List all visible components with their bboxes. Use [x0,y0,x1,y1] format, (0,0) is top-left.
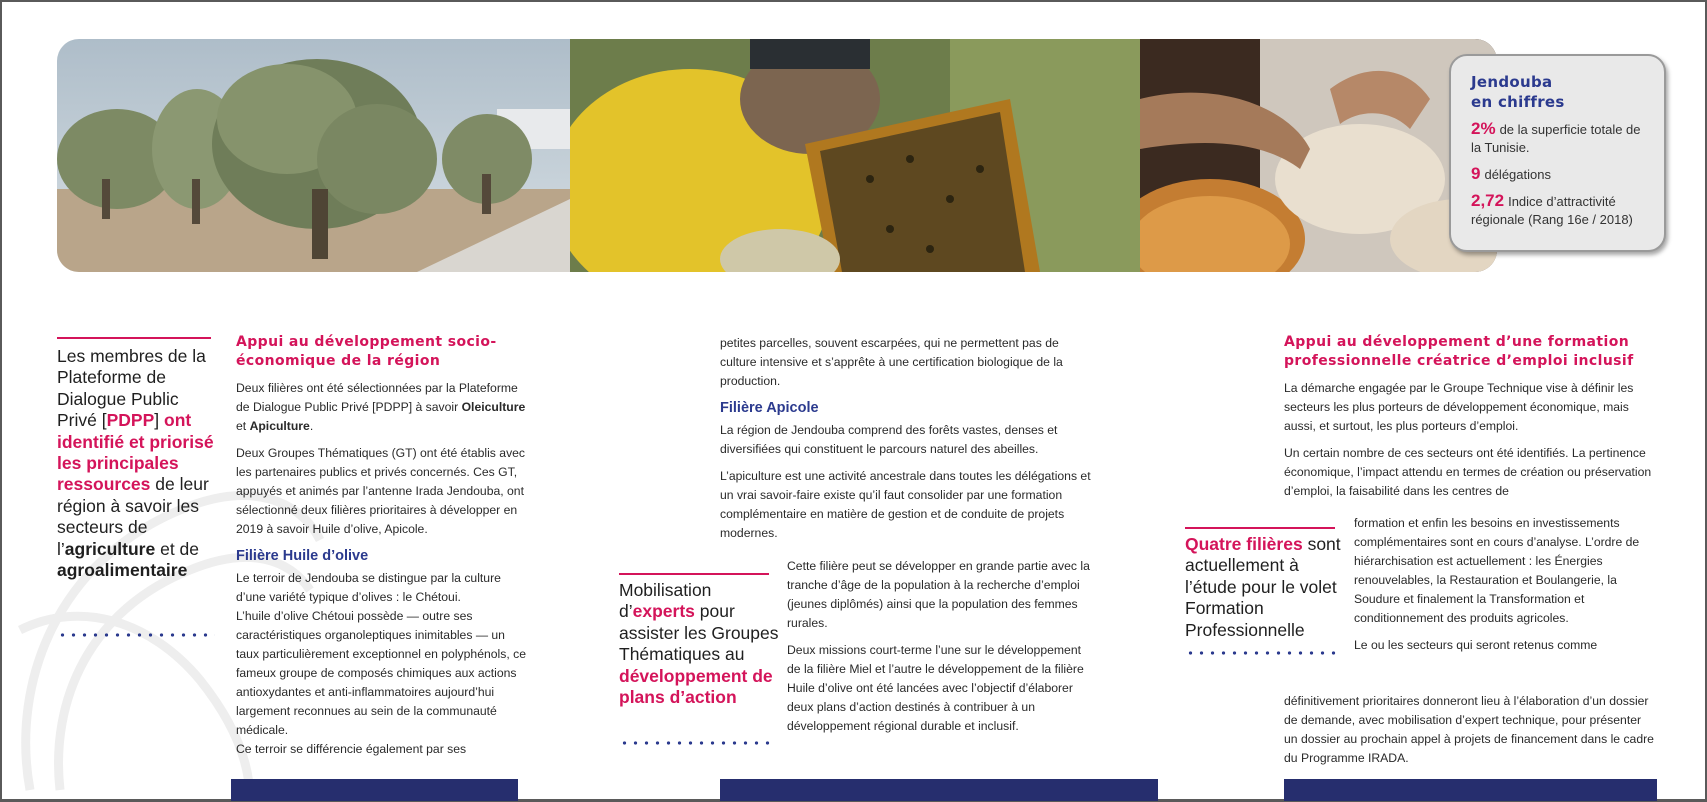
stat-item [1471,165,1648,184]
quote-left-bold: agriculture [64,538,156,559]
quote-left-text: de leur région à savoir les secteurs de l’ [57,474,209,559]
quote-left-text: ] [154,410,160,431]
quote-mid-text: pour assister les Groupes Thématiques au [619,601,779,665]
quote-right-rule [1185,527,1335,529]
footer-bar-2 [720,779,1158,801]
column-2-top [720,334,1095,551]
quote-right [1185,534,1345,641]
beekeeper-photo [570,39,1140,272]
col1-bold: Oleiculture [461,400,526,414]
footer-bar-1 [231,779,518,801]
stat-value: 2% [1471,119,1496,138]
quote-right-dots [1185,651,1341,655]
stats-title [1471,72,1648,112]
quote-right-text: sont actuellement à l’étude pour le volet Formation Professionnelle [1185,534,1341,640]
quote-mid-highlight: experts [632,601,695,622]
col1-paragraph [236,379,526,436]
col1-paragraph: Deux Groupes Thématiques (GT) ont été établis avec les partenaires publics et privés concernés. Ces GT, appuyés et animés par l’antenne Irada Jendouba, ont sélectionné deux filières prioritaires à développer en 2019 à savoir Huile d’olive, Apicole. [236,446,526,536]
stat-value: 2,72 [1471,191,1505,210]
column-2-bottom [787,557,1092,744]
col1-paragraph: Le terroir de Jendouba se distingue par la culture d’une variété typique d’olives : le Chétoui. [236,571,501,604]
col1-paragraph: L’huile d’olive Chétoui possède — outre ses caractéristiques organoleptiques inimitables — un taux particulièrement exceptionnel en polyphénols, ce fameux groupe de composés chimiques aux actions antioxydantes et anti-inflammatoires aujourd’hui largement reconnues au sein de la communauté médicale. [236,609,526,737]
column-3-bottom [1284,692,1654,768]
quote-mid-text: Mobilisation d’ [619,580,712,622]
stat-item [1471,192,1648,229]
stats-title-line2: en chiffres [1471,93,1565,111]
quote-left-highlight: ont identifié et priorisé les principales ressources [57,410,214,495]
col3-paragraph: définitivement prioritaires donneront lieu à l’élaboration d’un dossier de demande, avec mobilisation d’expert technique, pour présenter un dossier au prochain appel à projets de financement dans le cadre du Programme IRADA. [1284,694,1654,765]
col2-paragraph: Cette filière peut se développer en grande partie avec la tranche d’âge de la population à la recherche d’emploi (jeunes diplômés) ainsi que la population des femmes rurales. [787,559,1090,630]
col1-text: . [309,419,314,433]
section-title-socio-economique: Appui au développement socio-économique de la région [236,334,497,369]
col2-paragraph: petites parcelles, souvent escarpées, qui ne permettent pas de culture intensive et s’apprête à une certification biologique de la production. [720,336,1063,388]
column-3-indented [1354,514,1654,655]
col2-paragraph: Deux missions court-terme l’une sur le développement de la filière Miel et l’autre le développement de la filière Huile d’olive ont été lancées avec l’objectif d’élaborer deux plans d’action destinés à contribuer à un développement régional durable et inclusif. [787,643,1084,733]
stat-label: Indice d’attractivité régionale (Rang 16e / 2018) [1471,194,1633,227]
stat-label: de la superficie totale de la Tunisie. [1471,122,1641,155]
col1-text: et [236,419,250,433]
col3-paragraph: formation et enfin les besoins en investissements complémentaires sont en cours d’analyse. L’ordre de hiérarchisation est actuellement : les Énergies renouvelables, la Restauration et Boulangerie, la Soudure et finalement la Transformation et conditionnement des produits agricoles. [1354,516,1640,625]
footer-bar-3 [1284,779,1657,801]
olive-grove-photo [57,39,570,272]
quote-left-highlight: PDPP [106,410,155,431]
stats-box [1449,54,1666,252]
column-3 [1284,333,1654,501]
stat-item [1471,120,1648,157]
section-title-formation-professionnelle: Appui au développement d’une formation professionnelle créatrice d’emploi inclusif [1284,334,1634,369]
quote-left-dots [57,633,215,637]
photo-strip [57,39,1497,272]
col2-paragraph: La région de Jendouba comprend des forêts vastes, denses et diversifiées qui constituent le parcours naturel des abeilles. [720,423,1058,456]
stat-label: délégations [1484,167,1551,182]
quote-left-bold: agroalimentaire [57,560,188,581]
quote-mid-highlight: développement de plans d’action [619,665,773,708]
quote-mid-dots [619,741,775,745]
col1-text: Deux filières ont été sélectionnées par la Plateforme de Dialogue Public Privé [PDPP] à savoir [236,381,518,414]
stats-title-line1: Jendouba [1471,73,1553,91]
quote-left [57,346,217,581]
col1-bold: Apiculture [249,419,310,433]
col1-paragraph: Ce terroir se différencie également par ses [236,742,467,756]
quote-left-rule [57,337,211,339]
subtitle-filiere-huile-olive: Filière Huile d’olive [236,548,369,564]
quote-left-text: et de [155,538,200,559]
col2-paragraph: L’apiculture est une activité ancestrale dans toutes les délégations et un vrai savoir-faire existe qu’il faut consolider par une formation complémentaire en matière de gestion et de conduite de projets modernes. [720,469,1091,540]
quote-mid-rule [619,573,769,575]
quote-left-text: Les membres de la Plateforme de Dialogue Public Privé [ [57,346,206,431]
stat-value: 9 [1471,164,1481,183]
col3-paragraph: Le ou les secteurs qui seront retenus comme [1354,638,1598,652]
quote-mid [619,580,779,708]
col3-paragraph: Un certain nombre de ces secteurs ont été identifiés. La pertinence économique, l’impact attendu en termes de création ou préservation d’emploi, la faisabilité dans les centres de [1284,446,1652,498]
column-1 [236,333,526,759]
col3-paragraph: La démarche engagée par le Groupe Technique vise à définir les secteurs les plus porteurs de développement économique, mais aussi, et surtout, les plus porteurs d’emploi. [1284,381,1634,433]
bread-dough-photo [1140,39,1497,272]
quote-right-highlight: Quatre filières [1185,534,1303,554]
subtitle-filiere-apicole: Filière Apicole [720,400,819,416]
